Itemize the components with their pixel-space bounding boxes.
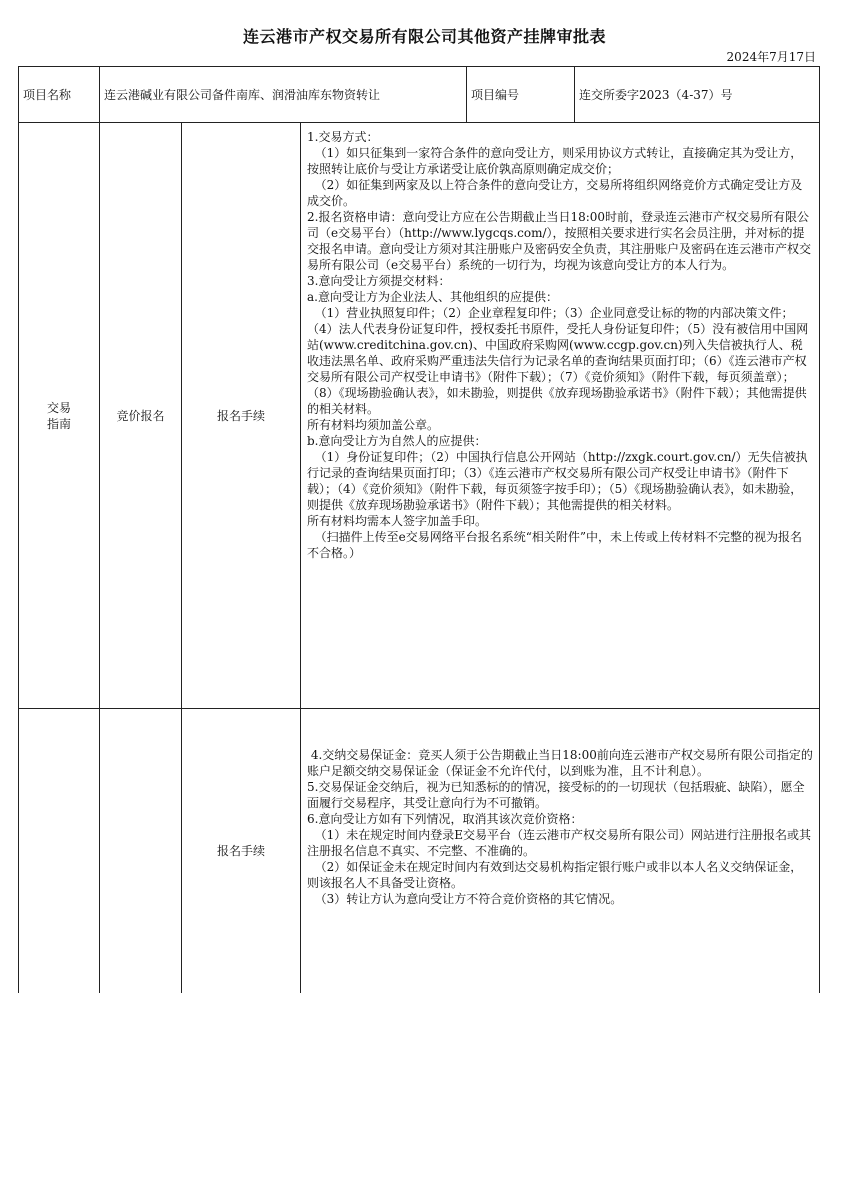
bidding-registration-row-2 [19, 709, 820, 993]
deposit-and-disqualification-content: 4.交纳交易保证金：竞买人须于公告期截止当日18:00前向连云港市产权交易所有限公司指定的账户足额交纳交易保证金（保证金不允许代付，以到账为准，且不计利息）。 5.交易保证金交纳后，视为已知悉标的的情况，接受标的的一切现状（包括瑕疵、缺陷），愿全面履行交易程序，其受让意向行为不可撤销。 6.意向受让方如有下列情况，取消其该次竞价资格： （1）未在规定时间内登录E交易平台（连云港市产权交易所有限公司）网站进行注册报名或其注册报名信息不真实、不完整、不准确的。 （2）如保证金未在规定时间内有效到达交易机构指定银行账户或非以本人名义交纳保证金，则该报名人不具备受让资格。 （3）转让方认为意向受让方不符合竞价资格的其它情况。 [301, 709, 820, 993]
project-number-value: 连交所委字2023（4-37）号 [575, 67, 820, 123]
project-name-value: 连云港碱业有限公司备件南库、润滑油库东物资转让 [100, 67, 467, 123]
project-header-row [19, 67, 820, 123]
bidding-registration-cell-continued [100, 709, 182, 993]
form-date: 2024年7月17日 [726, 50, 816, 64]
registration-procedure-content: 1.交易方式： （1）如只征集到一家符合条件的意向受让方，则采用协议方式转让，直接确定其为受让方，按照转让底价与受让方承诺受让底价孰高原则确定成交价； （2）如征集到两家及以上符合条件的意向受让方，交易所将组织网络竞价方式确定受让方及成交价。 2.报名资格申请：意向受让方应在公告期截止当日18:00时前，登录连云港市产权交易所有限公司（e交易平台）（http://www.lygcqs.com/），按照相关要求进行实名会员注册，并对标的提交报名申请。意向受让方须对其注册账户及密码安全负责，其注册账户及密码在连云港市产权交易所有限公司（e交易平台）系统的一切行为，均视为该意向受让方的本人行为。 3.意向受让方须提交材料： a.意向受让方为企业法人、其他组织的应提供： （1）营业执照复印件；（2）企业章程复印件；（3）企业同意受让标的物的内部决策文件；（4）法人代表身份证复印件，授权委托书原件，受托人身份证复印件；（5）没有被信用中国网站(www.creditchina.gov.cn)、中国政府采购网(www.ccgp.gov.cn)列入失信被执行人、税收违法黑名单、政府采购严重违法失信行为记录名单的查询结果页面打印；（6）《连云港市产权交易所有限公司产权受让申请书》（附件下载）；（7）《竞价须知》（附件下载，每页须盖章）；（8）《现场勘验确认表》，如未勘验，则提供《放弃现场勘验承诺书》（附件下载）；其他需提供的相关材料。 所有材料均须加盖公章。 b.意向受让方为自然人的应提供： （1）身份证复印件；（2）中国执行信息公开网站（http://zxgk.court.gov.cn/）无失信被执行记录的查询结果页面打印；（3）《连云港市产权交易所有限公司产权受让申请书》（附件下载）；（4）《竞价须知》（附件下载，每页须签字按手印）；（5）《现场勘验确认表》，如未勘验，则提供《放弃现场勘验承诺书》（附件下载）；其他需提供的相关材料。 所有材料均需本人签字加盖手印。 （扫描件上传至e交易网络平台报名系统“相关附件”中，未上传或上传材料不完整的视为报名不合格。） [301, 123, 820, 709]
bidding-registration-label: 竞价报名 [100, 123, 182, 709]
project-name-label: 项目名称 [19, 67, 100, 123]
registration-procedure-label-2: 报名手续 [182, 709, 301, 993]
trading-guide-label: 交易 指南 [19, 123, 100, 709]
registration-procedure-label: 报名手续 [182, 123, 301, 709]
bidding-registration-row-1 [19, 123, 820, 709]
approval-form-table [18, 66, 820, 993]
project-number-label: 项目编号 [467, 67, 575, 123]
trading-guide-cell-continued [19, 709, 100, 993]
form-title: 连云港市产权交易所有限公司其他资产挂牌审批表 [242, 27, 606, 46]
